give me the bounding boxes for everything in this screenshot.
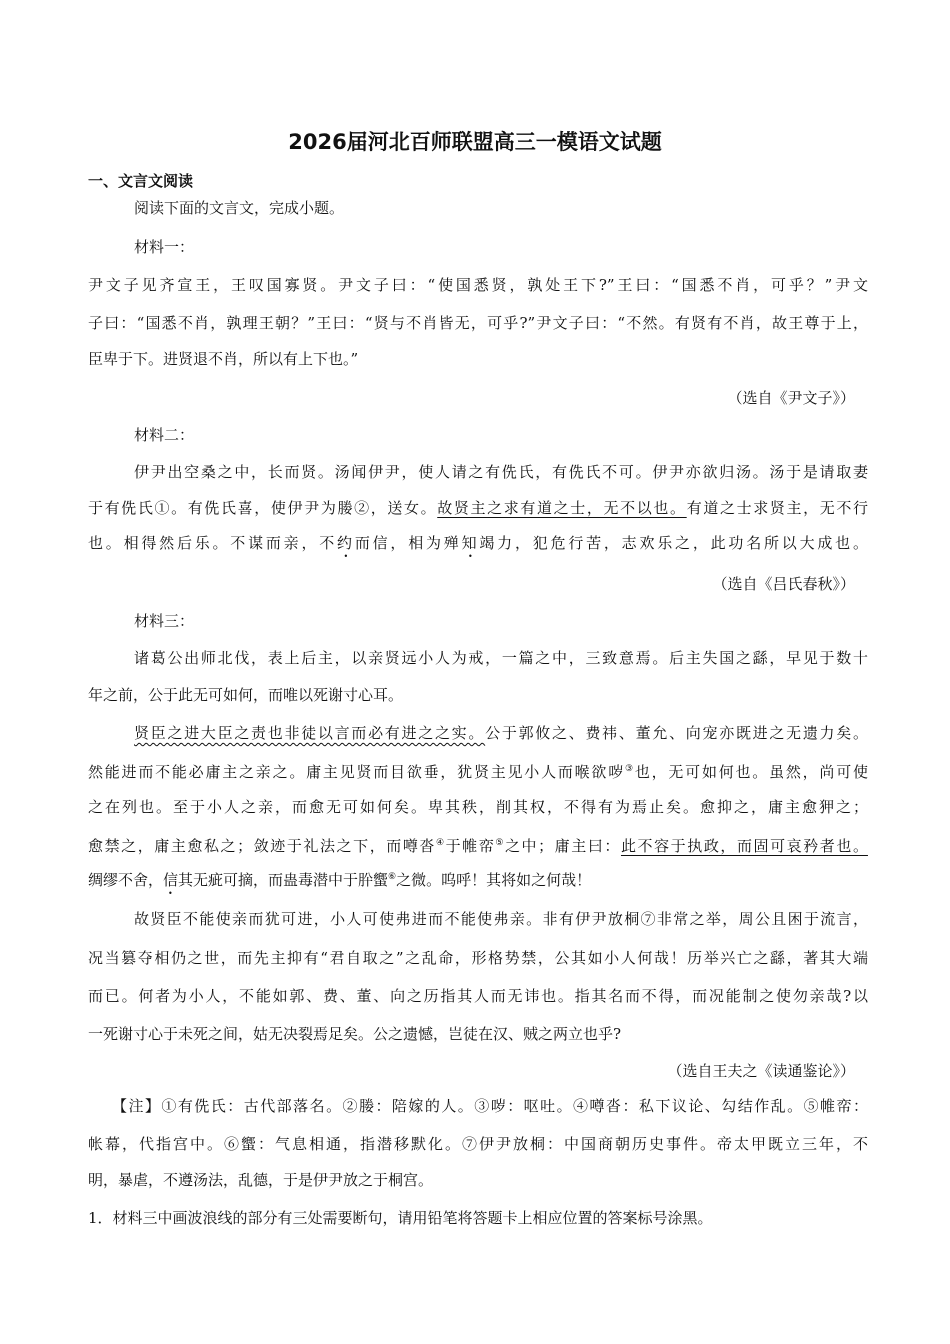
notes-line: 【注】①有侁氏：古代部落名。②媵：陪嫁的人。③哕：呕吐。④噂沓：私下议论、勾结作乱。⑤帷帟：	[112, 1097, 868, 1115]
material1-line: 尹文子见齐宣王，王叹国寡贤。尹文子曰：“使国悉贤，孰处王下?”王曰：“国悉不肖，可乎？”尹文	[88, 276, 868, 294]
text-run: 其无疵可摘，而蛊毒潜中于肸蠁	[178, 871, 389, 889]
text-run: 而信，相为殚	[354, 534, 462, 552]
note-marker: ④	[435, 838, 446, 848]
dotted-char: 知	[461, 534, 480, 552]
wavy-underlined-sentence: 贤臣之进大臣之责也非徒以言而必有进之之实。	[134, 724, 486, 742]
note-marker: ③	[624, 764, 635, 774]
material3-line	[88, 867, 868, 898]
dotted-char: 约	[337, 534, 355, 552]
text-run: 公于郭攸之、费祎、董允、向宠亦既进之无遗力矣。	[485, 724, 868, 742]
text-run: 也。相得然后乐。不谋而亲，不	[88, 534, 338, 552]
material2-label: 材料二：	[134, 426, 195, 444]
text-run: 于帷帟	[445, 837, 496, 855]
notes-line: 明，暴虐，不遵汤法，乱德，于是伊尹放之于桐宫。	[88, 1171, 434, 1189]
question-1: 1．材料三中画波浪线的部分有三处需要断句，请用铅笔将答题卡上相应位置的答案标号涂黑。	[88, 1209, 713, 1227]
text-run: 绸缪不舍，	[88, 871, 164, 889]
text-run: 之微。呜呼！其将如之何哉！	[396, 871, 592, 889]
notes-line: 帐幕，代指宫中。⑥蠁：气息相通，指潜移默化。⑦伊尹放桐：中国商朝历史事件。帝太甲既立三年，不	[88, 1135, 868, 1153]
material1-label: 材料一：	[134, 238, 195, 256]
material3-line: 诸葛公出师北伐，表上后主，以亲贤远小人为戒，一篇之中，三致意焉。后主失国之繇，早见于数十	[134, 649, 868, 667]
material2-source: （选自《吕氏春秋》）	[712, 575, 855, 593]
underlined-sentence: 故贤主之求有道之士，无不以也。	[437, 499, 687, 517]
text-run: 也，无可如何也。虽然，尚可使	[634, 763, 868, 781]
material2-line	[88, 533, 868, 561]
material1-source: （选自《尹文子》）	[727, 389, 855, 407]
material3-line: 而已。何者为小人，不能如郭、费、董、向之历指其人而无讳也。指其名而不得，而况能制之使勿亲哉?以	[88, 987, 868, 1005]
note-marker: ⑤	[495, 838, 505, 848]
material3-line	[88, 833, 868, 856]
underlined-sentence: 此不容于执政，而固可哀矜者也。	[620, 837, 868, 855]
text-run: 愈禁之，庸主愈私之；敛迹于礼法之下，而噂沓	[88, 837, 436, 855]
page-title: 2026届河北百师联盟高三一模语文试题	[288, 130, 662, 154]
section-heading: 一、文言文阅读	[88, 172, 194, 190]
text-run: 然能进而不能必庸主之亲之。庸主见贤而目欲垂，犹贤主见小人而喉欲哕	[88, 763, 625, 781]
material2-line2-post: 有道之士求贤主，无不行	[686, 499, 868, 517]
intro-text: 阅读下面的文言文，完成小题。	[134, 199, 345, 217]
material3-label: 材料三：	[134, 612, 195, 630]
material3-line: 一死谢寸心于未死之间，姑无决裂焉足矣。公之遗憾，岂徒在汉、贼之两立也乎?	[88, 1025, 622, 1043]
material3-line: 况当篡夺相仍之世，而先主抑有“君自取之”之乱命，形格势禁，公其如小人何哉！历举兴亡之繇，著其大端	[88, 949, 868, 967]
material2-line2-pre: 于有侁氏①。有侁氏喜，使伊尹为媵②，送女。	[88, 499, 438, 517]
material1-line: 臣卑于下。进贤退不肖，所以有上下也。”	[88, 350, 359, 368]
dotted-char: 信	[163, 871, 179, 889]
text-run: 竭力，犯危行苦，志欢乐之，此功名所以大成也。	[479, 534, 868, 552]
note-marker: ⑥	[388, 872, 397, 882]
material3-line	[88, 759, 868, 782]
material3-line: 年之前，公于此无可如何，而唯以死谢寸心耳。	[88, 686, 404, 704]
text-run: 之中；庸主曰：	[504, 837, 621, 855]
material3-line	[134, 723, 868, 743]
material3-line: 故贤臣不能使亲而犹可进，小人可使弗进而不能使弗亲。非有伊尹放桐⑦非常之举，周公且困于流言，	[134, 910, 868, 928]
material2-line: 伊尹出空桑之中，长而贤。汤闻伊尹，使人请之有侁氏，有侁氏不可。伊尹亦欲归汤。汤于是请取妻	[134, 463, 868, 481]
material2-line	[88, 498, 868, 518]
material3-line: 之在列也。至于小人之亲，而愈无可如何矣。卑其秩，削其权，不得有为焉止矣。愈抑之，庸主愈狎之；	[88, 798, 868, 816]
material3-source: （选自王夫之《读通鉴论》）	[667, 1062, 855, 1080]
material1-line: 子曰：“国悉不肖，孰理王朝？”王曰：“贤与不肖皆无，可乎?”尹文子曰：“不然。有贤有不肖，故王尊于上，	[88, 314, 868, 332]
